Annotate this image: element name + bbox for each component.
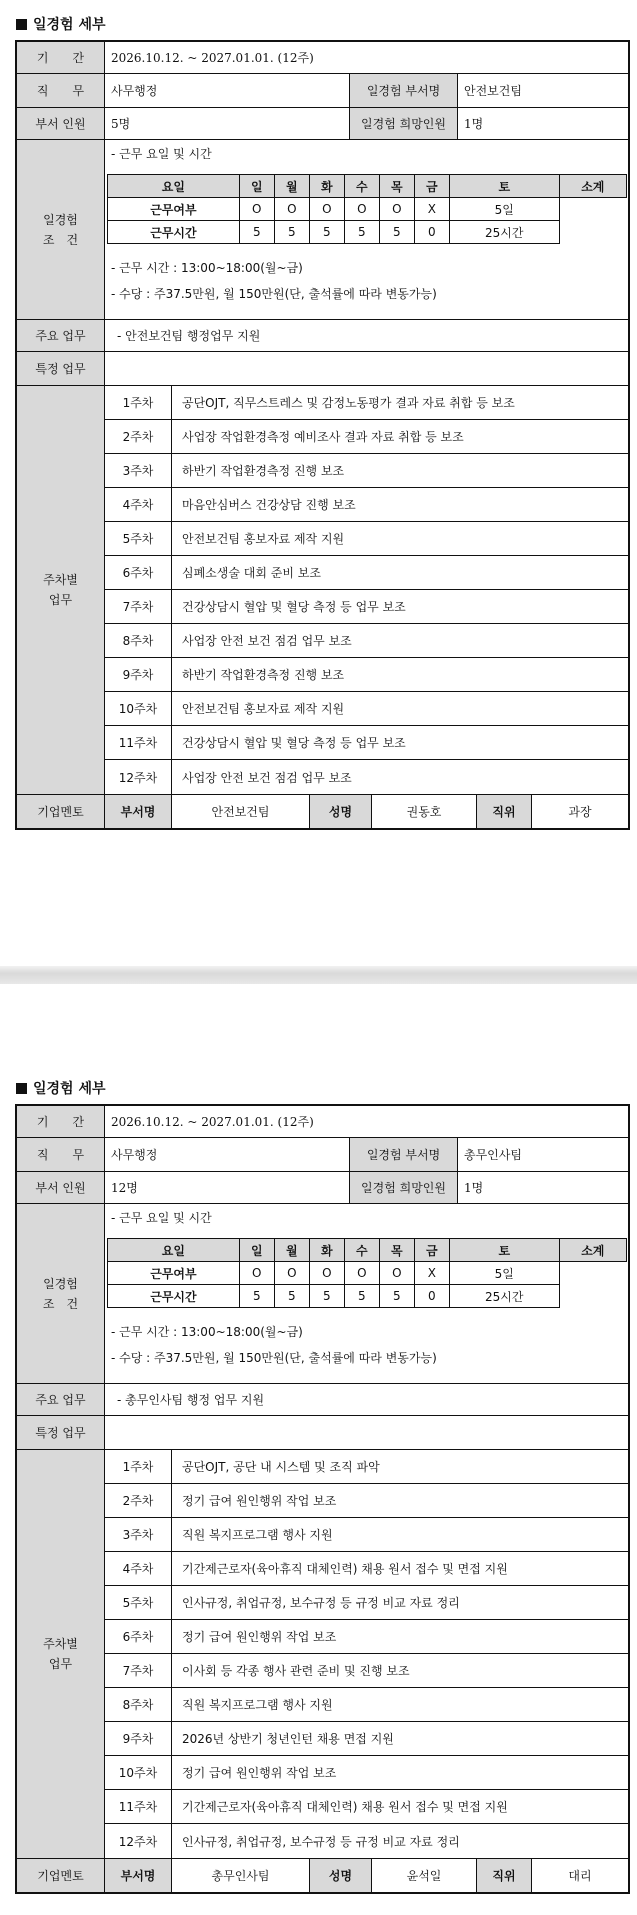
- schedule-hours-cell: 5: [239, 221, 274, 244]
- week-task: 정기 급여 원인행위 작업 보조: [182, 1766, 337, 1780]
- week-task: 건강상담시 혈압 및 혈당 측정 등 업무 보조: [182, 736, 406, 750]
- schedule-header-cell: 토: [449, 1239, 559, 1262]
- schedule-hours-cell: 0: [414, 1285, 449, 1308]
- week-row: [105, 1790, 628, 1824]
- main-task-value: - 총무인사팀 행정 업무 지원: [117, 1393, 265, 1407]
- schedule-day-cell: O: [239, 198, 274, 221]
- job-row: [17, 74, 628, 108]
- main-task-value: - 안전보건팀 행정업무 지원: [117, 329, 261, 343]
- period-row: [17, 1106, 628, 1138]
- work-time-text: - 근무 시간 : 13:00~18:00(월~금): [111, 1324, 303, 1339]
- page-separator: [0, 966, 637, 984]
- week-task: 공단OJT, 직무스트레스 및 감정노동평가 결과 자료 취합 등 보조: [182, 396, 515, 410]
- week-number: 5주차: [105, 522, 172, 555]
- schedule-day-cell: O: [379, 1262, 414, 1285]
- dept-name-label: 일경험 부서명: [350, 1138, 458, 1171]
- square-bullet-icon: [16, 19, 27, 30]
- section-title-text: 일경험 세부: [33, 1081, 106, 1097]
- week-number: 9주차: [105, 658, 172, 691]
- conditions-label: 일경험 조 건: [17, 140, 105, 319]
- schedule-header-cell: 수: [344, 1239, 379, 1262]
- job-row: [17, 1138, 628, 1172]
- main-task-row: [17, 1384, 628, 1416]
- mentor-name-value: 윤석일: [372, 1859, 477, 1892]
- conditions-row: [17, 140, 628, 320]
- schedule-header-cell: 일: [239, 175, 274, 198]
- schedule-header-cell: 소계: [559, 175, 626, 198]
- conditions-row: [17, 1204, 628, 1384]
- week-row: [105, 454, 628, 488]
- week-row: [105, 386, 628, 420]
- schedule-header-cell: 화: [309, 175, 344, 198]
- week-task: 안전보건팀 홍보자료 제작 지원: [182, 702, 345, 716]
- week-number: 3주차: [105, 1518, 172, 1551]
- mentor-dept-value: 총무인사팀: [172, 1859, 310, 1892]
- dept-staff-label: 부서 인원: [17, 108, 105, 139]
- desired-label: 일경험 희망인원: [350, 108, 458, 139]
- mentor-row: [17, 795, 628, 828]
- week-row: [105, 1484, 628, 1518]
- mentor-pos-value: 과장: [568, 805, 592, 819]
- schedule-row-label: 근무시간: [108, 1285, 240, 1308]
- schedule-hours-row: [108, 1285, 627, 1308]
- week-number: 6주차: [105, 556, 172, 589]
- week-row: [105, 692, 628, 726]
- section-title-text: 일경험 세부: [33, 17, 106, 33]
- week-task: 정기 급여 원인행위 작업 보조: [182, 1494, 337, 1508]
- mentor-name-value: 권동호: [372, 795, 477, 828]
- mentor-name-label: 성명: [310, 1859, 372, 1892]
- mentor-dept-value: 안전보건팀: [172, 795, 310, 828]
- schedule-day-cell: 5일: [449, 198, 559, 221]
- week-task: 심폐소생술 대회 준비 보조: [182, 566, 321, 580]
- schedule-hours-cell: 5: [309, 1285, 344, 1308]
- mentor-dept-label: 부서명: [105, 1859, 172, 1892]
- schedule-day-cell: 5일: [449, 1262, 559, 1285]
- week-number: 1주차: [105, 1450, 172, 1483]
- schedule-day-cell: X: [414, 1262, 449, 1285]
- week-number: 11주차: [105, 726, 172, 759]
- week-number: 9주차: [105, 1722, 172, 1755]
- schedule-hours-cell: 25시간: [449, 1285, 559, 1308]
- week-task: 기간제근로자(육아휴직 대체인력) 채용 원서 접수 및 면접 지원: [182, 1562, 508, 1576]
- dept-staff-value: 5명: [105, 108, 350, 139]
- job-value: 사무행정: [105, 1138, 350, 1171]
- main-task-label: 주요 업무: [17, 320, 105, 351]
- conditions-content: [105, 140, 628, 319]
- staff-row: [17, 1172, 628, 1204]
- week-row: [105, 488, 628, 522]
- week-number: 7주차: [105, 590, 172, 623]
- schedule-header-row: [108, 1239, 627, 1262]
- week-number: 10주차: [105, 1756, 172, 1789]
- schedule-table: [107, 174, 627, 244]
- week-task: 공단OJT, 공단 내 시스템 및 조직 파악: [182, 1460, 380, 1474]
- week-task: 사업장 안전 보건 점검 업무 보조: [182, 634, 352, 648]
- schedule-header-cell: 요일: [108, 175, 240, 198]
- mentor-dept-label: 부서명: [105, 795, 172, 828]
- period-value: 2026.10.12. ~ 2027.01.01. (12주): [111, 1115, 314, 1129]
- week-number: 8주차: [105, 1688, 172, 1721]
- job-value: 사무행정: [105, 74, 350, 107]
- week-task: 정기 급여 원인행위 작업 보조: [182, 1630, 337, 1644]
- schedule-hours-cell: 0: [414, 221, 449, 244]
- week-row: [105, 760, 628, 794]
- schedule-header-cell: 월: [274, 1239, 309, 1262]
- week-row: [105, 420, 628, 454]
- schedule-day-cell: O: [344, 198, 379, 221]
- week-task: 건강상담시 혈압 및 혈당 측정 등 업무 보조: [182, 600, 406, 614]
- week-number: 12주차: [105, 1824, 172, 1858]
- week-row: [105, 1450, 628, 1484]
- schedule-hours-cell: 5: [379, 1285, 414, 1308]
- week-task: 직원 복지프로그램 행사 지원: [182, 1698, 333, 1712]
- main-task-row: [17, 320, 628, 352]
- conditions-label: 일경험 조 건: [17, 1204, 105, 1383]
- weekly-list: [105, 1450, 628, 1858]
- week-number: 12주차: [105, 760, 172, 794]
- special-task-row: [17, 1416, 628, 1450]
- week-task: 기간제근로자(육아휴직 대체인력) 채용 원서 접수 및 면접 지원: [182, 1800, 508, 1814]
- mentor-pos-value: 대리: [568, 1869, 592, 1883]
- schedule-day-cell: X: [414, 198, 449, 221]
- week-task: 인사규정, 취업규정, 보수규정 등 규정 비교 자료 정리: [182, 1834, 460, 1849]
- schedule-hours-cell: 5: [274, 221, 309, 244]
- schedule-day-cell: O: [379, 198, 414, 221]
- job-label: 직 무: [17, 1138, 105, 1171]
- week-row: [105, 658, 628, 692]
- mentor-row: [17, 1859, 628, 1892]
- mentor-pos-label: 직위: [477, 795, 532, 828]
- schedule-header-cell: 토: [449, 175, 559, 198]
- pay-text: - 수당 : 주37.5만원, 월 150만원(단, 출석률에 따라 변동가능): [111, 286, 437, 301]
- week-row: [105, 1654, 628, 1688]
- pay-text: - 수당 : 주37.5만원, 월 150만원(단, 출석률에 따라 변동가능): [111, 1350, 437, 1365]
- section-title: [16, 14, 106, 36]
- period-label: 기 간: [17, 1106, 105, 1137]
- mentor-name-label: 성명: [310, 795, 372, 828]
- week-row: [105, 556, 628, 590]
- schedule-day-cell: O: [309, 1262, 344, 1285]
- weekly-row: [17, 1450, 628, 1859]
- schedule-intro: - 근무 요일 및 시간: [111, 1210, 212, 1225]
- schedule-hours-cell: 5: [344, 1285, 379, 1308]
- desired-value: 1명: [464, 1181, 484, 1195]
- schedule-hours-cell: 5: [239, 1285, 274, 1308]
- week-task: 마음안심버스 건강상담 진행 보조: [182, 498, 356, 512]
- schedule-intro: - 근무 요일 및 시간: [111, 146, 212, 161]
- detail-table: [15, 40, 630, 830]
- schedule-header-cell: 소계: [559, 1239, 626, 1262]
- weekly-row: [17, 386, 628, 795]
- schedule-hours-cell: 5: [309, 221, 344, 244]
- week-number: 5주차: [105, 1586, 172, 1619]
- schedule-header-cell: 금: [414, 175, 449, 198]
- week-number: 6주차: [105, 1620, 172, 1653]
- week-number: 10주차: [105, 692, 172, 725]
- schedule-hours-row: [108, 221, 627, 244]
- week-row: [105, 590, 628, 624]
- schedule-header-cell: 목: [379, 1239, 414, 1262]
- schedule-days-row: [108, 198, 627, 221]
- week-row: [105, 1824, 628, 1858]
- schedule-row-label: 근무여부: [108, 198, 240, 221]
- week-number: 8주차: [105, 624, 172, 657]
- schedule-header-cell: 요일: [108, 1239, 240, 1262]
- schedule-header-cell: 일: [239, 1239, 274, 1262]
- period-value: 2026.10.12. ~ 2027.01.01. (12주): [111, 51, 314, 65]
- mentor-label: 기업멘토: [17, 1859, 105, 1892]
- week-number: 7주차: [105, 1654, 172, 1687]
- week-task: 하반기 작업환경측정 진행 보조: [182, 668, 345, 682]
- mentor-label: 기업멘토: [17, 795, 105, 828]
- mentor-pos-label: 직위: [477, 1859, 532, 1892]
- main-task-label: 주요 업무: [17, 1384, 105, 1415]
- dept-name-label: 일경험 부서명: [350, 74, 458, 107]
- desired-value: 1명: [464, 117, 484, 131]
- schedule-header-cell: 목: [379, 175, 414, 198]
- schedule-day-cell: O: [274, 198, 309, 221]
- schedule-header-cell: 화: [309, 1239, 344, 1262]
- schedule-header-row: [108, 175, 627, 198]
- week-number: 11주차: [105, 1790, 172, 1823]
- week-task: 하반기 작업환경측정 진행 보조: [182, 464, 345, 478]
- period-row: [17, 42, 628, 74]
- week-row: [105, 522, 628, 556]
- square-bullet-icon: [16, 1083, 27, 1094]
- week-number: 2주차: [105, 1484, 172, 1517]
- schedule-row-label: 근무시간: [108, 221, 240, 244]
- conditions-content: [105, 1204, 628, 1383]
- schedule-hours-cell: 5: [379, 221, 414, 244]
- week-row: [105, 1756, 628, 1790]
- schedule-hours-cell: 5: [274, 1285, 309, 1308]
- week-row: [105, 1518, 628, 1552]
- desired-label: 일경험 희망인원: [350, 1172, 458, 1203]
- special-task-label: 특정 업무: [17, 1416, 105, 1449]
- special-task-row: [17, 352, 628, 386]
- period-label: 기 간: [17, 42, 105, 73]
- week-number: 1주차: [105, 386, 172, 419]
- weekly-label: 주차별 업무: [17, 386, 105, 794]
- week-task: 2026년 상반기 청년인턴 채용 면접 지원: [182, 1732, 394, 1746]
- schedule-days-row: [108, 1262, 627, 1285]
- week-row: [105, 624, 628, 658]
- week-task: 사업장 안전 보건 점검 업무 보조: [182, 770, 352, 785]
- schedule-header-cell: 수: [344, 175, 379, 198]
- section-title: [16, 1078, 106, 1100]
- schedule-header-cell: 금: [414, 1239, 449, 1262]
- schedule-day-cell: O: [309, 198, 344, 221]
- week-row: [105, 726, 628, 760]
- schedule-hours-cell: 5: [344, 221, 379, 244]
- schedule-header-cell: 월: [274, 175, 309, 198]
- week-row: [105, 1620, 628, 1654]
- work-time-text: - 근무 시간 : 13:00~18:00(월~금): [111, 260, 303, 275]
- special-task-value: [105, 352, 628, 385]
- weekly-list: [105, 386, 628, 794]
- schedule-table: [107, 1238, 627, 1308]
- week-task: 안전보건팀 홍보자료 제작 지원: [182, 532, 345, 546]
- job-label: 직 무: [17, 74, 105, 107]
- week-task: 사업장 작업환경측정 예비조사 결과 자료 취합 등 보조: [182, 430, 464, 444]
- detail-table: [15, 1104, 630, 1894]
- week-task: 이사회 등 각종 행사 관련 준비 및 진행 보조: [182, 1664, 410, 1678]
- week-number: 3주차: [105, 454, 172, 487]
- week-number: 2주차: [105, 420, 172, 453]
- weekly-label: 주차별 업무: [17, 1450, 105, 1858]
- dept-name-value: 안전보건팀: [464, 84, 522, 98]
- week-task: 직원 복지프로그램 행사 지원: [182, 1528, 333, 1542]
- special-task-value: [105, 1416, 628, 1449]
- schedule-day-cell: O: [239, 1262, 274, 1285]
- staff-row: [17, 108, 628, 140]
- dept-name-value: 총무인사팀: [464, 1148, 522, 1162]
- week-row: [105, 1688, 628, 1722]
- dept-staff-value: 12명: [105, 1172, 350, 1203]
- week-row: [105, 1722, 628, 1756]
- schedule-day-cell: O: [274, 1262, 309, 1285]
- schedule-day-cell: O: [344, 1262, 379, 1285]
- week-task: 인사규정, 취업규정, 보수규정 등 규정 비교 자료 정리: [182, 1596, 460, 1610]
- schedule-hours-cell: 25시간: [449, 221, 559, 244]
- week-number: 4주차: [105, 488, 172, 521]
- week-number: 4주차: [105, 1552, 172, 1585]
- week-row: [105, 1552, 628, 1586]
- week-row: [105, 1586, 628, 1620]
- schedule-row-label: 근무여부: [108, 1262, 240, 1285]
- special-task-label: 특정 업무: [17, 352, 105, 385]
- dept-staff-label: 부서 인원: [17, 1172, 105, 1203]
